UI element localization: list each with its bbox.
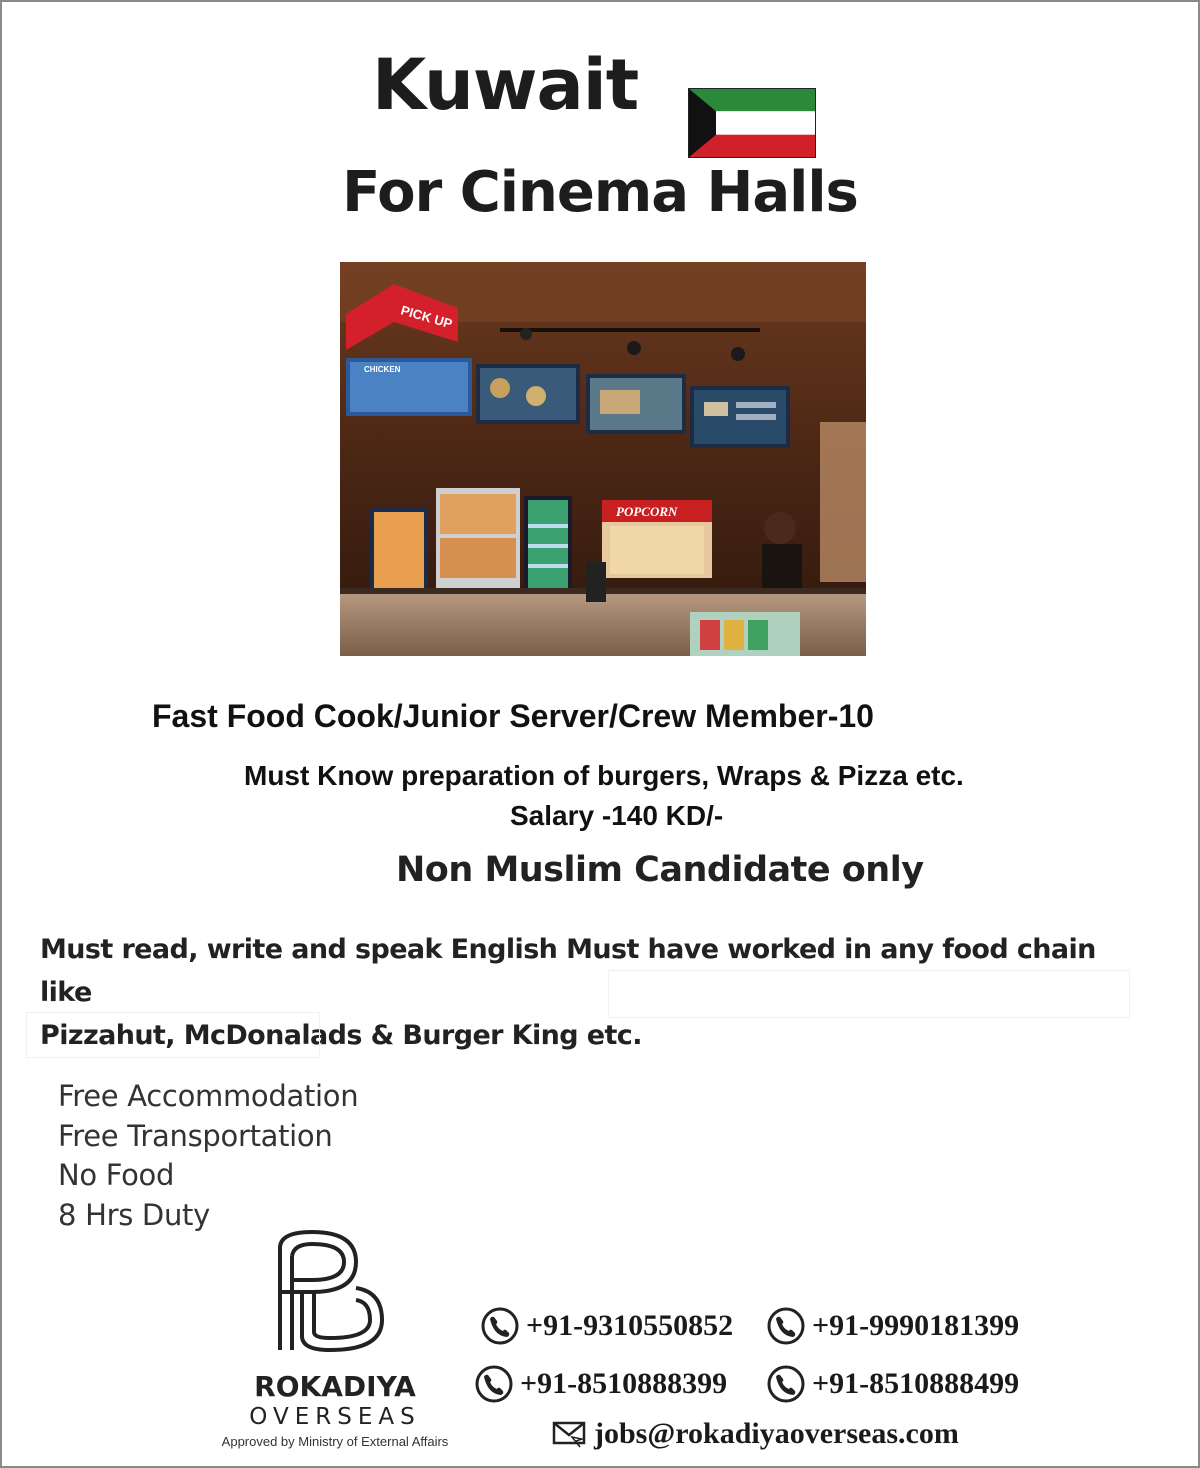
eligibility: Non Muslim Candidate only xyxy=(396,850,924,890)
phone-number: +91-9990181399 xyxy=(812,1309,1020,1342)
phone-number: +91-8510888499 xyxy=(812,1367,1020,1400)
rokadiya-logo-icon xyxy=(272,1228,390,1354)
benefit-item: No Food xyxy=(58,1158,175,1192)
email-contact[interactable] xyxy=(552,1414,959,1454)
approval-note: Approved by Ministry of External Affairs xyxy=(221,1434,449,1449)
phone-icon xyxy=(762,1306,808,1346)
faint-box xyxy=(26,1012,320,1058)
job-requirement: Must Know preparation of burgers, Wraps & Pizza etc. xyxy=(244,760,964,791)
phone-contact-1[interactable] xyxy=(476,1306,733,1346)
phone-icon xyxy=(476,1306,522,1346)
title-row xyxy=(0,40,1200,130)
email-address: jobs@rokadiyaoverseas.com xyxy=(594,1417,959,1450)
job-position: Fast Food Cook/Junior Server/Crew Member-10 xyxy=(152,698,874,734)
job-salary: Salary -140 KD/- xyxy=(510,800,724,831)
benefit-item: Free Accommodation xyxy=(58,1079,359,1113)
qualification-line-1: Must read, write and speak English Must have worked in any food chain like xyxy=(40,934,1096,1008)
company-subname: OVERSEAS xyxy=(249,1404,421,1430)
pickup-sign-text: PICK UP xyxy=(399,302,454,332)
phone-contact-3[interactable] xyxy=(470,1364,727,1404)
benefit-item: Free Transportation xyxy=(58,1118,333,1153)
phone-number: +91-8510888399 xyxy=(520,1367,728,1400)
cinema-concession-photo xyxy=(340,262,866,656)
popcorn-label: POPCORN xyxy=(616,504,678,519)
menu-screen-label: CHICKEN xyxy=(364,365,401,374)
phone-contact-4[interactable] xyxy=(762,1364,1019,1404)
phone-icon xyxy=(470,1364,516,1404)
phone-contact-2[interactable] xyxy=(762,1306,1019,1346)
faint-box xyxy=(608,970,1130,1018)
subtitle: For Cinema Halls xyxy=(342,160,858,225)
phone-icon xyxy=(762,1364,808,1404)
qualification-line-2: Pizzahut, McDonalads & Burger King etc. xyxy=(40,1020,642,1051)
company-name: ROKADIYA xyxy=(254,1370,416,1403)
envelope-icon xyxy=(552,1419,588,1449)
kuwait-flag-icon xyxy=(688,88,816,158)
benefits-list xyxy=(58,1077,358,1235)
country-title: Kuwait xyxy=(372,44,639,126)
phone-number: +91-9310550852 xyxy=(526,1309,734,1342)
benefit-item: 8 Hrs Duty xyxy=(58,1197,210,1232)
